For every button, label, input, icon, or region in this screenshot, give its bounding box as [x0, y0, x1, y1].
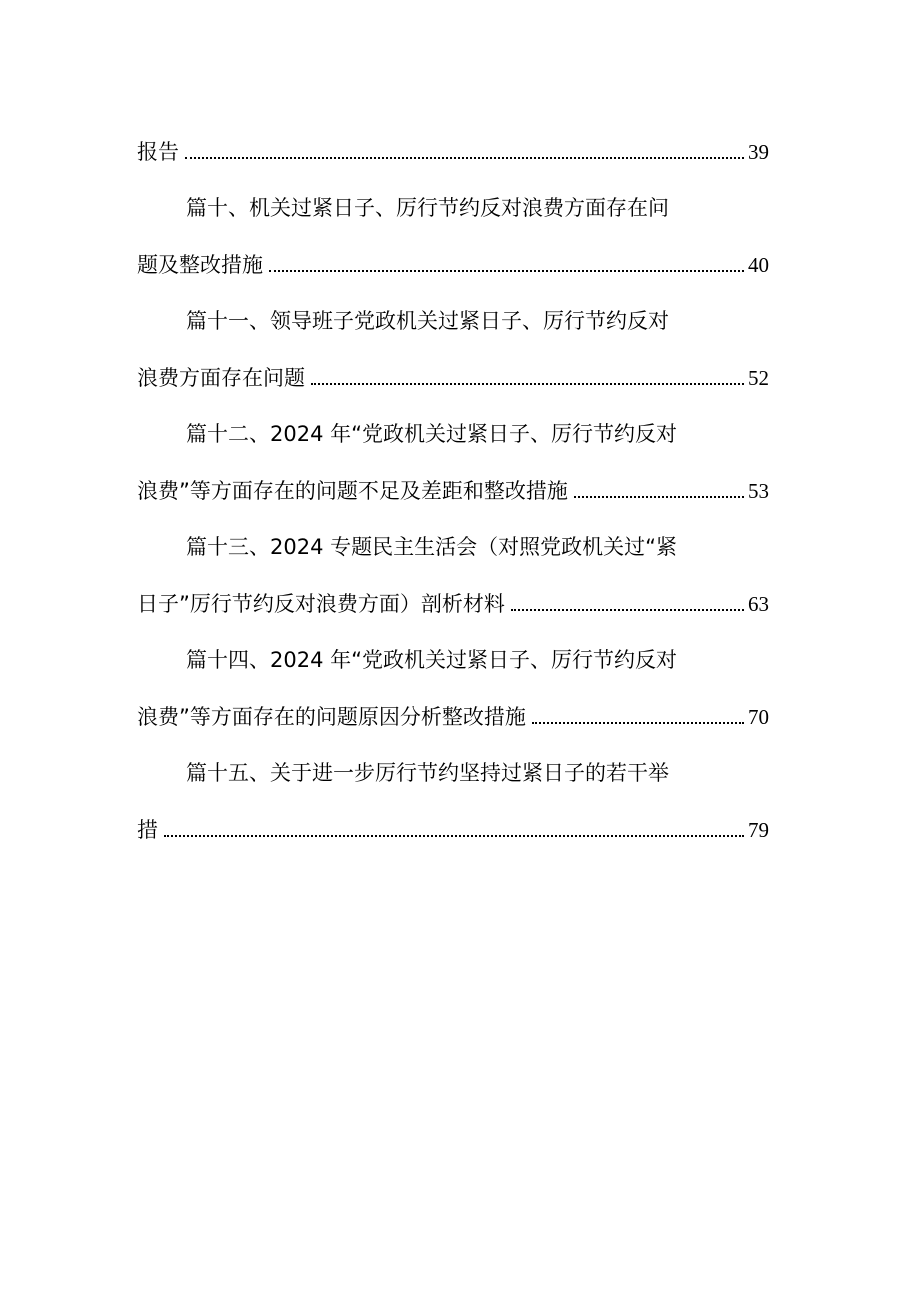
- dot-leader: [532, 722, 744, 724]
- toc-entry-title: 篇十、机关过紧日子、厉行节约反对浪费方面存在问: [186, 196, 669, 221]
- toc-entry-12-title[interactable]: [137, 407, 769, 464]
- toc-entry-15-title[interactable]: [137, 746, 769, 803]
- toc-entry-15-continuation[interactable]: [137, 802, 769, 859]
- dot-leader: [311, 383, 744, 385]
- toc-page-number: 40: [748, 252, 769, 277]
- toc-page-number: 79: [748, 817, 769, 842]
- toc-entry-text: 浪费”等方面存在的问题原因分析整改措施: [137, 704, 526, 729]
- dot-leader: [269, 270, 744, 272]
- toc-page-number: 63: [748, 591, 769, 616]
- toc-entry-12-continuation[interactable]: [137, 463, 769, 520]
- table-of-contents: [137, 124, 769, 859]
- toc-entry-text: 浪费方面存在问题: [137, 365, 305, 390]
- dot-leader: [511, 609, 744, 611]
- toc-page-number: 39: [748, 139, 769, 164]
- toc-entry-13-title[interactable]: [137, 520, 769, 577]
- toc-entry-9-continuation[interactable]: [137, 124, 769, 181]
- dot-leader: [574, 496, 744, 498]
- dot-leader: [164, 835, 744, 837]
- toc-entry-11-title[interactable]: [137, 294, 769, 351]
- toc-entry-text: 报告: [137, 139, 179, 164]
- toc-entry-title: 篇十三、2024 专题民主生活会（对照党政机关过“紧: [186, 535, 677, 560]
- dot-leader: [185, 157, 744, 159]
- toc-entry-14-title[interactable]: [137, 633, 769, 690]
- toc-entry-title: 篇十五、关于进一步厉行节约坚持过紧日子的若干举: [186, 761, 669, 786]
- toc-page-number: 52: [748, 365, 769, 390]
- toc-entry-title: 篇十二、2024 年“党政机关过紧日子、厉行节约反对: [186, 422, 677, 447]
- toc-page-number: 53: [748, 478, 769, 503]
- toc-entry-11-continuation[interactable]: [137, 350, 769, 407]
- toc-entry-title: 篇十一、领导班子党政机关过紧日子、厉行节约反对: [186, 309, 669, 334]
- toc-entry-14-continuation[interactable]: [137, 689, 769, 746]
- toc-entry-title: 篇十四、2024 年“党政机关过紧日子、厉行节约反对: [186, 648, 677, 673]
- toc-entry-text: 日子”厉行节约反对浪费方面）剖析材料: [137, 591, 505, 616]
- toc-page-number: 70: [748, 704, 769, 729]
- toc-entry-10-continuation[interactable]: [137, 237, 769, 294]
- toc-entry-text: 措: [137, 817, 158, 842]
- toc-entry-text: 浪费”等方面存在的问题不足及差距和整改措施: [137, 478, 568, 503]
- toc-entry-text: 题及整改措施: [137, 252, 263, 277]
- toc-entry-10-title[interactable]: [137, 181, 769, 238]
- toc-entry-13-continuation[interactable]: [137, 576, 769, 633]
